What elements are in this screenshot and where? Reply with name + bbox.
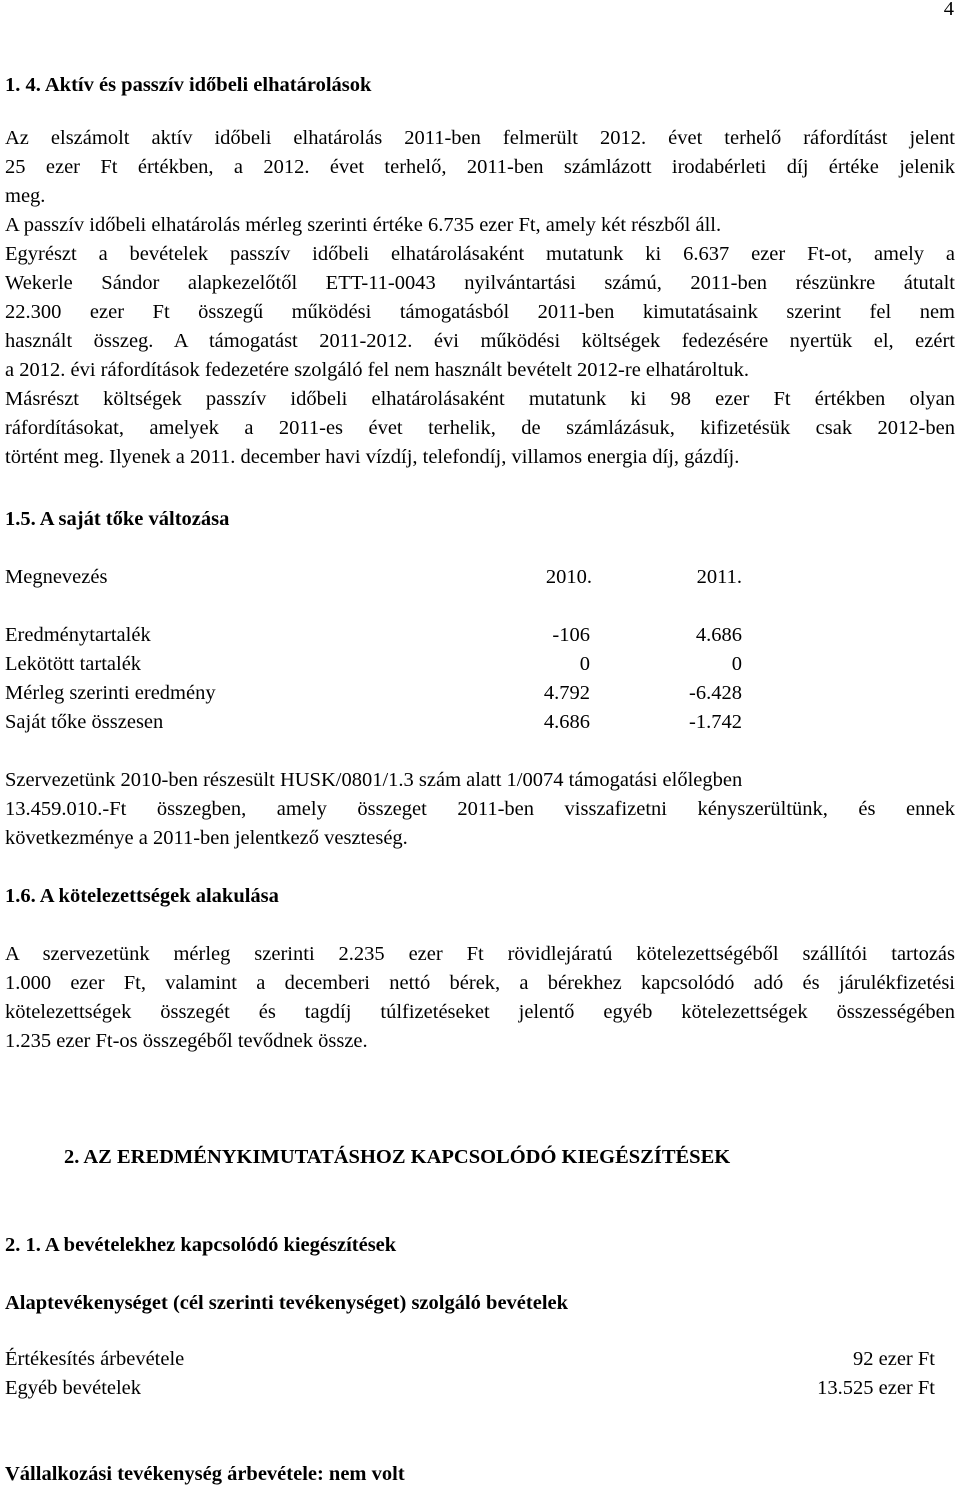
- table-header-2010: 2010.: [545, 566, 592, 588]
- paragraph-line: Egyrészt a bevételek passzív időbeli elhatárolásaként mutatunk ki 6.637 ezer Ft-ot, amely a: [5, 243, 955, 265]
- table-cell: -6.428: [689, 682, 742, 704]
- section-title-1-6: 1.6. A kötelezettségek alakulása: [5, 885, 279, 907]
- paragraph-line: 25 ezer Ft értékben, a 2012. évet terhelő, 2011-ben számlázott irodabérleti díj értéke jelenik: [5, 156, 955, 178]
- table-row-label: Saját tőke összesen: [5, 711, 164, 733]
- paragraph-line: használt összeg. A támogatást 2011-2012. évi működési költségek fedezésére nyertük el, ezért: [5, 330, 955, 352]
- revenue-row-label: Egyéb bevételek: [5, 1377, 142, 1399]
- table-cell: 4.792: [543, 682, 590, 704]
- table-row-label: Eredménytartalék: [5, 624, 151, 646]
- table-row-label: Lekötött tartalék: [5, 653, 142, 675]
- revenue-row-label: Értékesítés árbevétele: [5, 1348, 185, 1370]
- paragraph-line: következménye a 2011-ben jelentkező veszteség.: [5, 827, 408, 849]
- paragraph-line: A passzív időbeli elhatárolás mérleg szerinti értéke 6.735 ezer Ft, amely két részből áll.: [5, 214, 722, 236]
- page-number: 4: [943, 0, 954, 20]
- paragraph-line: Másrészt költségek passzív időbeli elhatárolásaként mutatunk ki 98 ezer Ft értékben olyan: [5, 388, 955, 410]
- subsection-title: Alaptevékenységet (cél szerinti tevékenységet) szolgáló bevételek: [5, 1292, 569, 1314]
- business-revenue-note: Vállalkozási tevékenység árbevétele: nem volt: [5, 1463, 405, 1485]
- table-header-2011: 2011.: [696, 566, 742, 588]
- paragraph-line: 13.459.010.-Ft összegben, amely összeget 2011-ben visszafizetni kényszerültünk, és ennek: [5, 798, 955, 820]
- paragraph-line: A szervezetünk mérleg szerinti 2.235 ezer Ft rövidlejáratú kötelezettségéből szállítói tartozás: [5, 943, 955, 965]
- paragraph-line: Az elszámolt aktív időbeli elhatárolás 2011-ben felmerült 2012. évet terhelő ráfordítást jelent: [5, 127, 955, 149]
- paragraph-line: 22.300 ezer Ft összegű működési támogatásból 2011-ben kimutatásaink szerint fel nem: [5, 301, 955, 323]
- revenue-row-value: 92 ezer Ft: [853, 1348, 935, 1370]
- revenue-row-value: 13.525 ezer Ft: [817, 1377, 935, 1399]
- table-cell: 4.686: [695, 624, 742, 646]
- section-title-1-4: 1. 4. Aktív és passzív időbeli elhatárolások: [5, 74, 372, 96]
- table-cell: -1.742: [689, 711, 742, 733]
- table-cell: -106: [552, 624, 590, 646]
- paragraph-line: Wekerle Sándor alapkezelőtől ETT-11-0043 nyilvántartási számú, 2011-ben részünkre átutalt: [5, 272, 955, 294]
- paragraph-line: Szervezetünk 2010-ben részesült HUSK/0801/1.3 szám alatt 1/0074 támogatási előlegben: [5, 769, 743, 791]
- table-cell: 0: [579, 653, 590, 675]
- paragraph-line: ráfordításokat, amelyek a 2011-es évet terhelik, de számlázásuk, kifizetésük csak 2012-ben: [5, 417, 955, 439]
- section-title-2-1: 2. 1. A bevételekhez kapcsolódó kiegészítések: [5, 1234, 397, 1256]
- paragraph-line: 1.235 ezer Ft-os összegéből tevődnek össze.: [5, 1030, 368, 1052]
- paragraph-line: a 2012. évi ráfordítások fedezetére szolgáló fel nem használt bevételt 2012-re elhatároltuk.: [5, 359, 749, 381]
- section-title-2: 2. AZ EREDMÉNYKIMUTATÁSHOZ KAPCSOLÓDÓ KIEGÉSZÍTÉSEK: [64, 1146, 731, 1168]
- paragraph-line: 1.000 ezer Ft, valamint a decemberi nettó bérek, a bérekhez kapcsolódó adó és járulékfizetési: [5, 972, 955, 994]
- table-cell: 4.686: [543, 711, 590, 733]
- paragraph-line: történt meg. Ilyenek a 2011. december havi vízdíj, telefondíj, villamos energia díj, gázdíj.: [5, 446, 740, 468]
- table-header-name: Megnevezés: [5, 566, 108, 588]
- table-row-label: Mérleg szerinti eredmény: [5, 682, 216, 704]
- table-cell: 0: [731, 653, 742, 675]
- paragraph-line: kötelezettségek összegét és tagdíj túlfizetéseket jelentő egyéb kötelezettségek összességében: [5, 1001, 955, 1023]
- section-title-1-5: 1.5. A saját tőke változása: [5, 508, 230, 530]
- paragraph-line: meg.: [5, 185, 46, 207]
